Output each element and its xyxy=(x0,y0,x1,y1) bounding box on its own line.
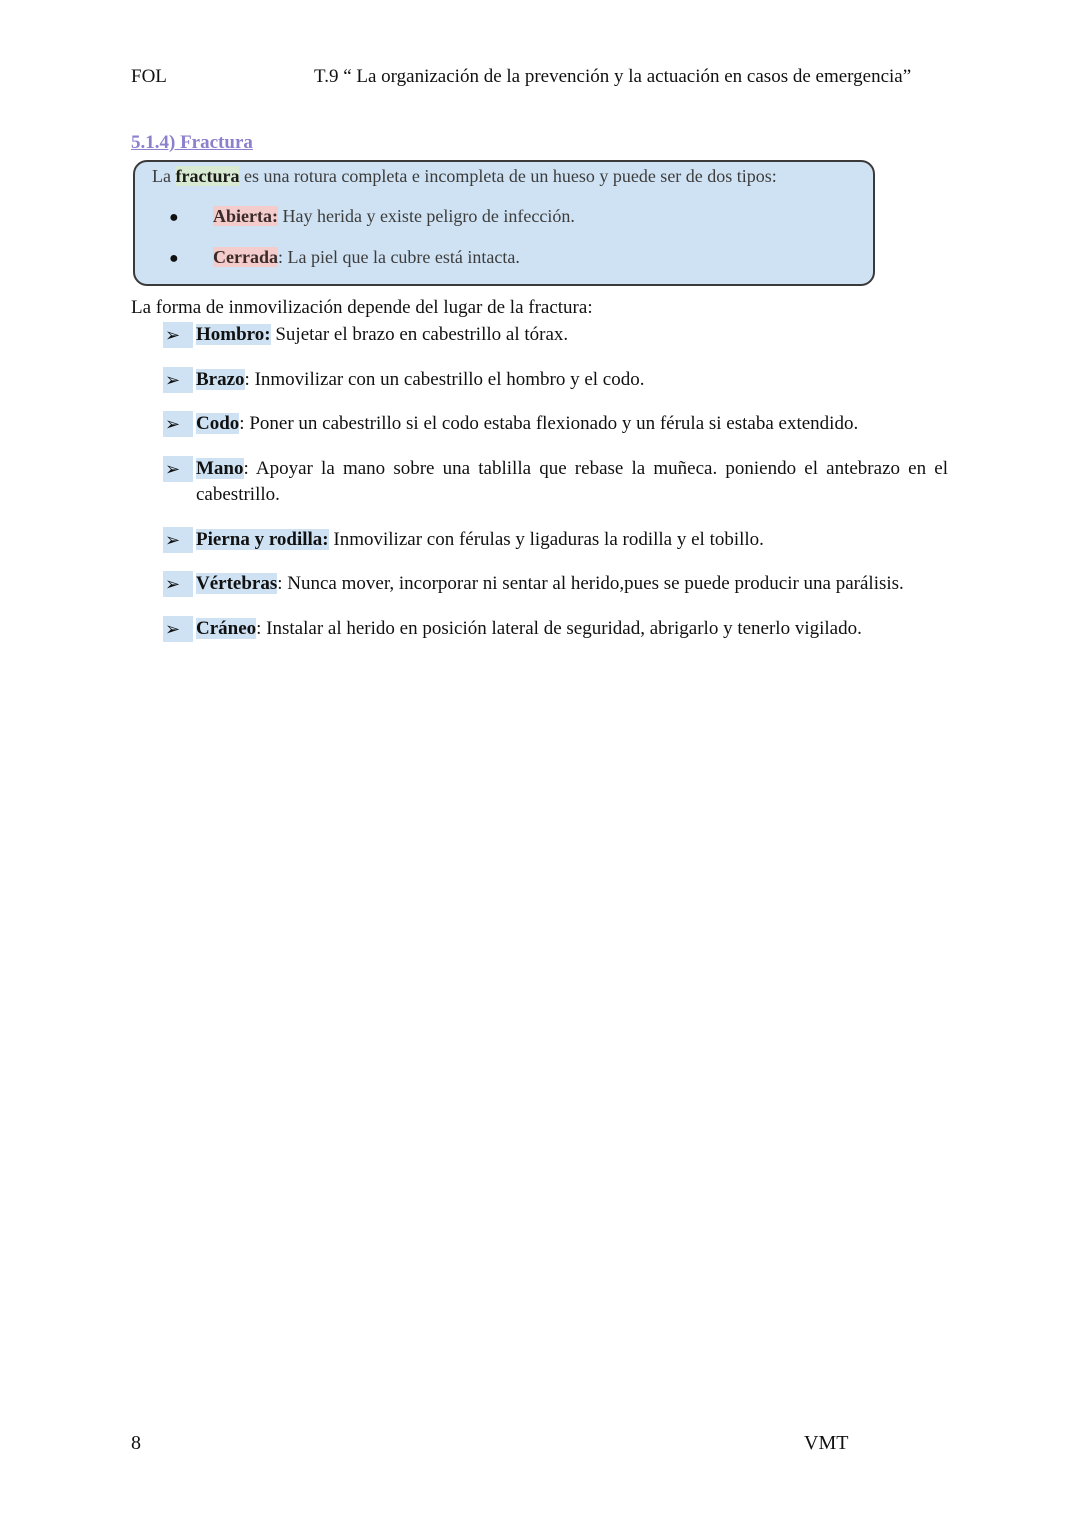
immobilization-item xyxy=(163,571,948,597)
header-subject: FOL xyxy=(131,66,167,87)
immobilization-item-text: : Poner un cabestrillo si el codo estaba flexionado y un férula si estaba extendido. xyxy=(239,413,859,434)
immobilization-item-content xyxy=(196,571,948,597)
bullet-icon: ● xyxy=(169,250,179,267)
immobilization-item xyxy=(163,322,948,348)
immobilization-intro: La forma de inmovilización depende del lugar de la fractura: xyxy=(131,297,593,318)
immobilization-item-content xyxy=(196,616,948,642)
arrow-bullet-icon: ➢ xyxy=(163,411,193,437)
fracture-type-text: Hay herida y existe peligro de infección. xyxy=(277,206,575,226)
arrow-bullet-icon: ➢ xyxy=(163,367,193,393)
definition-box xyxy=(133,160,875,286)
definition-term: fractura xyxy=(175,166,240,186)
arrow-bullet-icon: ➢ xyxy=(163,571,193,597)
immobilization-item-content xyxy=(196,411,948,437)
author-initials: VMT xyxy=(804,1432,849,1454)
immobilization-item-label: Vértebras xyxy=(196,573,278,594)
definition-intro-prefix: La xyxy=(152,166,176,186)
immobilization-item-content xyxy=(196,367,948,393)
arrow-bullet-icon: ➢ xyxy=(163,322,193,348)
immobilization-item xyxy=(163,616,948,642)
fracture-type-text: : La piel que la cubre está intacta. xyxy=(277,247,520,267)
fracture-type-label: Abierta: xyxy=(213,206,278,226)
arrow-bullet-icon: ➢ xyxy=(163,527,193,553)
fracture-type-label: Cerrada xyxy=(213,247,278,267)
immobilization-item-label: Brazo xyxy=(196,369,245,390)
immobilization-item xyxy=(163,411,948,437)
immobilization-item-text: : Instalar al herido en posición lateral de seguridad, abrigarlo y tenerlo vigilado. xyxy=(256,618,862,639)
immobilization-item-text: Sujetar el brazo en cabestrillo al tórax. xyxy=(270,324,569,345)
immobilization-item-label: Codo xyxy=(196,413,240,434)
immobilization-item-content xyxy=(196,527,948,553)
page-number: 8 xyxy=(131,1432,141,1454)
definition-intro xyxy=(152,166,777,187)
immobilization-item-label: Cráneo xyxy=(196,618,257,639)
bullet-icon: ● xyxy=(169,209,179,226)
immobilization-item xyxy=(163,367,948,393)
fracture-type-item xyxy=(169,247,520,268)
immobilization-item-text: : Inmovilizar con un cabestrillo el hombro y el codo. xyxy=(244,369,645,390)
header-unit-title: T.9 “ La organización de la prevención y la actuación en casos de emergencia” xyxy=(314,66,912,87)
immobilization-item-label: Hombro: xyxy=(196,324,271,345)
immobilization-item-label: Pierna y rodilla: xyxy=(196,529,329,550)
immobilization-item xyxy=(163,527,948,553)
fracture-type-item xyxy=(169,206,575,227)
arrow-bullet-icon: ➢ xyxy=(163,456,193,482)
immobilization-item-content xyxy=(196,322,948,348)
immobilization-item-label: Mano xyxy=(196,458,244,479)
immobilization-item-text: Inmovilizar con férulas y ligaduras la rodilla y el tobillo. xyxy=(328,529,764,550)
immobilization-item-text: : Apoyar la mano sobre una tablilla que rebase la muñeca. poniendo el antebrazo en el cabestrillo. xyxy=(196,458,948,505)
immobilization-item xyxy=(163,456,948,508)
immobilization-item-content xyxy=(196,456,948,508)
definition-intro-suffix: es una rotura completa e incompleta de un hueso y puede ser de dos tipos: xyxy=(239,166,777,186)
section-title: 5.1.4) Fractura xyxy=(131,132,253,153)
immobilization-item-text: : Nunca mover, incorporar ni sentar al herido,pues se puede producir una parálisis. xyxy=(277,573,904,594)
arrow-bullet-icon: ➢ xyxy=(163,616,193,642)
